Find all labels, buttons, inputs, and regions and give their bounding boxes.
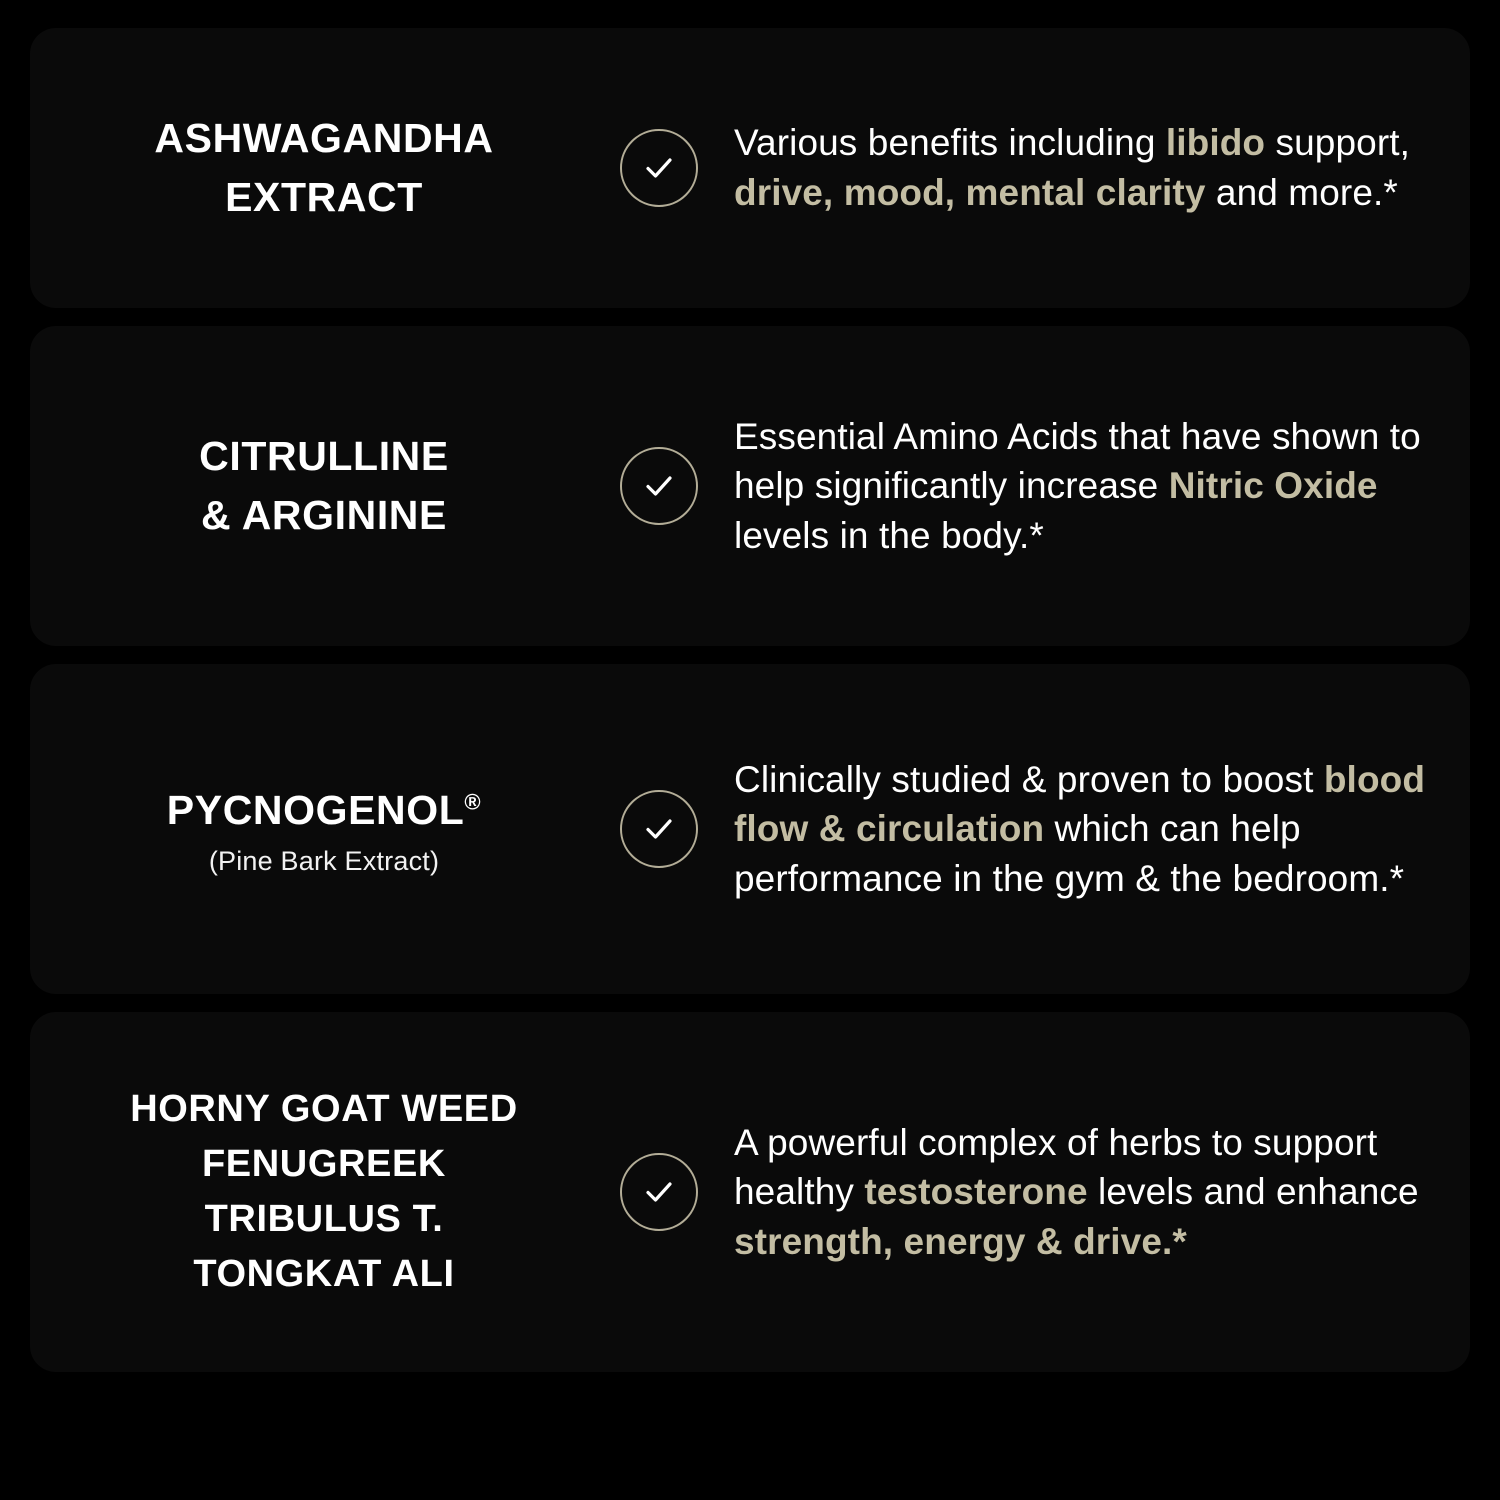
- ingredient-title-line: TONGKAT ALI: [193, 1253, 455, 1296]
- ingredient-title-line: HORNY GOAT WEED: [130, 1087, 518, 1130]
- check-col: [584, 1153, 734, 1231]
- description-text: A powerful complex of herbs to support healthy testosterone levels and enhance strength, energy & drive.*: [734, 1121, 1419, 1262]
- check-circle-icon: [620, 790, 698, 868]
- ingredient-title-line: EXTRACT: [225, 174, 423, 220]
- ingredient-description: [734, 1118, 1436, 1267]
- check-circle-icon: [620, 1153, 698, 1231]
- check-col: [584, 790, 734, 868]
- ingredient-title-line: FENUGREEK: [202, 1142, 446, 1185]
- registered-trademark-icon: ®: [464, 789, 482, 815]
- check-circle-icon: [620, 129, 698, 207]
- check-col: [584, 129, 734, 207]
- description-text: Essential Amino Acids that have shown to help significantly increase Nitric Oxide levels in the body.*: [734, 415, 1421, 556]
- ingredient-card: [30, 28, 1470, 308]
- ingredient-subtitle: (Pine Bark Extract): [208, 846, 440, 877]
- ingredient-description: [734, 755, 1436, 904]
- ingredient-title-line: PYCNOGENOL®: [166, 786, 482, 833]
- ingredient-title-line: TRIBULUS T.: [204, 1198, 444, 1240]
- ingredient-title-line: ASHWAGANDHA: [154, 114, 494, 161]
- ingredient-title-line: & ARGININE: [201, 492, 447, 538]
- ingredient-card: [30, 326, 1470, 646]
- ingredient-card: [30, 664, 1470, 994]
- description-text: Clinically studied & proven to boost blood flow & circulation which can help performance in the gym & the bedroom.*: [734, 758, 1426, 899]
- ingredient-description: [734, 118, 1436, 217]
- check-col: [584, 447, 734, 525]
- ingredient-title: [64, 1082, 584, 1302]
- description-text: Various benefits including libido support, drive, mood, mental clarity and more.*: [734, 122, 1411, 213]
- ingredient-title: [64, 781, 584, 877]
- ingredient-title: [64, 427, 584, 546]
- ingredient-title-line: CITRULLINE: [199, 432, 449, 479]
- ingredient-description: [734, 412, 1436, 561]
- ingredient-title: [64, 109, 584, 228]
- ingredient-card: [30, 1012, 1470, 1372]
- check-circle-icon: [620, 447, 698, 525]
